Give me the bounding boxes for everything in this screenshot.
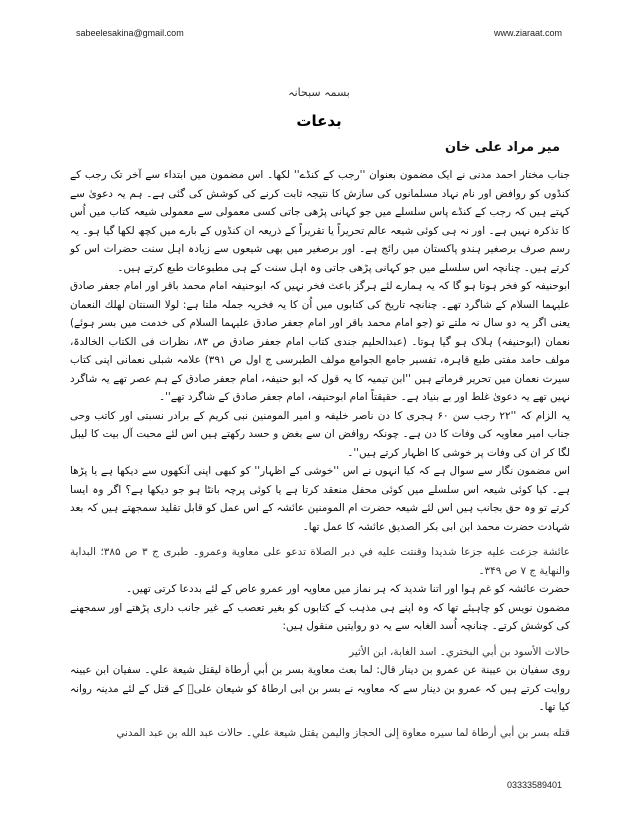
paragraph-9: روی سفيان بن عيينة عن عمرو بن دينار قال: لما بعث معاوية بسر بن أبي أرطاة ليقتل شيعة علي۔ سفیان ابن عیینہ روایت کرتے ہیں کہ عمرو بن دینار سے کہ معاویہ نے بسر بن ابی ارطاۃ کو شیعان علیؑ کے قتل کے لئے مدینہ روانہ کیا تھا۔ (70, 664, 570, 713)
paragraph-6: حضرت عائشہ کو غم ہوا اور اتنا شدید کہ ہر نماز میں معاویہ اور عمرو عاص کے لئے بددعا کرتی تھیں۔ (125, 583, 570, 595)
basmala: بسمہ سبحانہ (288, 86, 350, 99)
header-website: www.ziaraat.com (493, 28, 562, 38)
paragraph-10-arabic-ref: قتله بسر بن أبي أرطاة لما سيره معاوة إلى الحجاز واليمن يقتل شيعة علي۔ حالات عبد الله بن عبد المدني (116, 726, 570, 739)
article-body (70, 166, 570, 742)
paragraph-8-arabic-ref: حالات الأسود بن أبي البختري۔ اسد الغابة، ابن الأثير (349, 645, 570, 658)
author-name: میر مراد علی خان (445, 140, 560, 155)
paragraph-5-arabic-quote: عائشة جزعت عليه جزعا شديدا وقنتت عليه في دبر الصلاة تدعو على معاوية وعمرو۔ طبری ج ۳ ص ۳۸۵؛ البداية والنهاية ج ۷ ص ۳۴۹۔ (70, 546, 571, 577)
paragraph-2: ابوحنیفہ کو فخر ہوتا ہو گا کہ یہ ہمارے لئے ہرگز باعث فخر نہیں کہ ابوحنیفہ امام محمد باقر اور امام جعفر صادق علیہما السلام کے شاگرد تھے۔ چنانچہ تاریخ کی کتابوں میں اُن کا یہ فخریہ جملہ ملتا ہے: لولا السنتان لهلك النعمان یعنی اگر یہ دو سال نہ ملتے تو (جو امام محمد باقر اور امام جعفر صادق علیہما السلام کی خدمت میں بسر ہوئے) نعمان (ابوحنیفہ) ہلاک ہو گیا ہوتا۔ (عبدالحلیم جندی کتاب امام جعفر صادق ص ۸۳، نظرات فی الکتاب الخالدۃ، مولف حامد مفتی طبع قاہرہ، تفسیر جامع الجوامع مولف الطبرسی ج اول ص ۳۹۱) علامہ شبلی نعمانی اپنی کتاب سیرت نعمان میں تحریر فرماتے ہیں ''ابن تیمیہ کا یہ قول کہ ابو حنیفہ، امام جعفر صادق کے ہم عصر تھے یہ شاگرد نہیں تھے یہ دعویٰ غلط اور بے بنیاد ہے۔ حقیقتاً امام ابوحنیفہ، امام جعفر صادق کے شاگرد تھے''۔ (70, 280, 570, 403)
paragraph-4: اس مضمون نگار سے سوال ہے کہ کیا انہوں نے اس ''خوشی کے اظہار'' کو کبھی اپنی آنکھوں سے دیکھا ہے یا پڑھا ہے۔ کیا کوئی شیعہ اس سلسلے میں کوئی محفل منعقد کرتا ہے یا کوئی پرچہ بانٹا ہو جو دیکھا ہے؟ اگر وہ ایسا کرتے تو وہ حق بجانب ہیں اس لئے شیعہ حضرت ام المومنین عائشہ کے اس عمل کو قابل تقلید سمجھتے ہیں کہ بعد شہادت حضرت محمد ابن ابی بکر الصدیق عائشہ کا عمل تھا۔ (70, 465, 570, 533)
paragraph-7: مضمون نویس کو چاہیئے تھا کہ وہ اپنے ہی مذہب کے کتابوں کو بغیر تعصب کے غیر جانب داری پڑھتے اور سمجھنے کی کوشش کرتے۔ چنانچہ اُسد الغابہ سے یہ دو روایتیں منقول ہیں: (70, 601, 570, 632)
header-email: sabeelesakina@gmail.com (76, 28, 184, 38)
page-title: بدعات (296, 112, 342, 130)
paragraph-3: یہ الزام کہ ''۲۲ رجب سن ۶۰ ہجری کا دن ناصر خلیفہ و امیر المومنین نبی کریم کے برادر نسبتی اور کاتب وحی جناب امیر معاویہ کی وفات کا دن ہے۔ چونکہ روافض ان سے بغض و حسد رکھتے ہیں اس لئے محبت آل بیت کا لیبل لگا کر ان کی وفات پر خوشی کا اظہار کرتے ہیں''۔ (70, 409, 570, 459)
footer-phone: 03333589401 (506, 780, 562, 790)
paragraph-1: جناب مختار احمد مدنی نے ایک مضمون بعنوان ''رجب کے کنڈے'' لکھا۔ اس مضمون میں ابتداء سے آخر تک رجب کے کنڈوں کو روافض اور نام نہاد مسلمانوں کی سازش کا نتیجہ ثابت کرنے کی کوشش کی گئی ہے۔ ہم یہ دعویٰ سے کہتے ہیں کہ رجب کے کنڈے پاس سلسلے میں جو کہانی پڑھی جاتی کسی معمولی سے معمولی شیعہ کتاب میں اُس کا تذکرہ نہیں ہے۔ اور نہ ہی کوئی شیعہ عالم تحریراً یا تقریراً کے ذریعہ ان کنڈوں کے بارے میں کچھ لکھا گیا ہو۔ یہ رسم صرف برصغیر ہندو پاکستان میں رائج ہے۔ اور برصغیر میں بھی شیعوں سے زیادہ اہل سنت حضرات اس کو کرتے ہیں۔ چنانچہ اس سلسلے میں جو کہانی پڑھی جاتی وہ اہل سنت کے ہی مطبوعات طبع کرتے ہیں۔ (70, 169, 570, 274)
